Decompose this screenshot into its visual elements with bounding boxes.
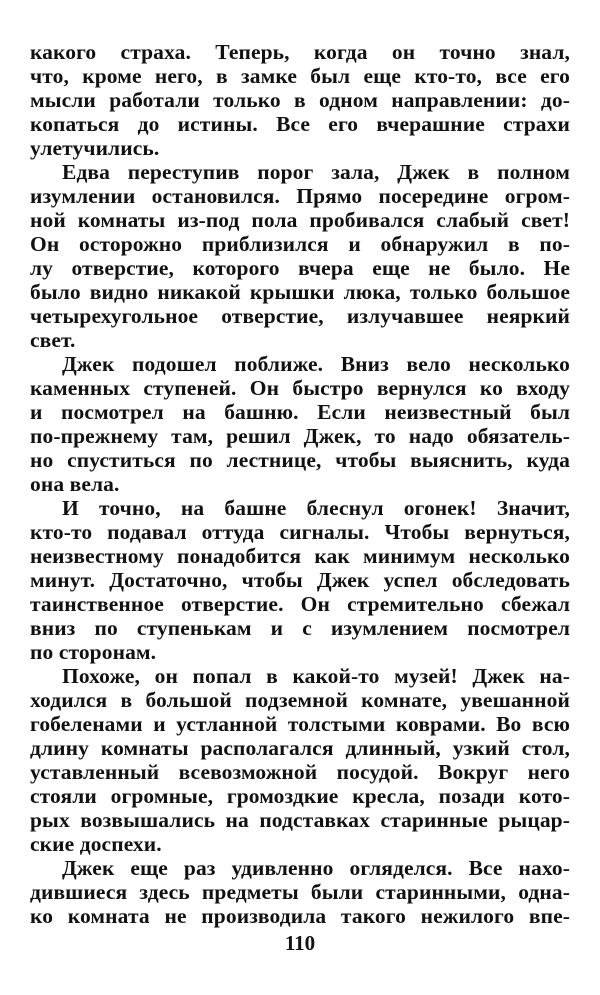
text-line: и посмотрел на башню. Если неизвестный был [30, 400, 570, 424]
text-line: неизвестному понадобится как минимум несколько [30, 544, 570, 568]
paragraph-first-line: Едва переступив порог зала, Джек в полном [62, 160, 570, 184]
text-line: дившиеся здесь предметы были старинными, одна- [30, 880, 570, 904]
text-line: четырехугольное отверстие, излучавшее неяркий [30, 304, 570, 328]
text-line: кто-то подавал оттуда сигналы. Чтобы вернуться, [30, 520, 570, 544]
text-line: свет. [30, 328, 76, 352]
text-line: ной комнаты из-под пола пробивался слабый свет! [30, 208, 570, 232]
text-line: улетучились. [30, 136, 160, 160]
paragraph-first-line: Джек подошел поближе. Вниз вело несколько [62, 352, 570, 376]
paragraph-first-line: И точно, на башне блеснул огонек! Значит, [62, 496, 570, 520]
text-line: ходился в большой подземной комнате, увешанной [30, 688, 570, 712]
text-line: таинственное отверстие. Он стремительно сбежал [30, 592, 570, 616]
text-line: что, кроме него, в замке был еще кто-то, все его [30, 64, 570, 88]
text-line: по-прежнему там, решил Джек, то надо обязатель- [30, 424, 570, 448]
text-line: по сторонам. [30, 640, 157, 664]
page-number: 110 [284, 931, 316, 955]
text-line: копаться до истины. Все его вчерашние страхи [30, 112, 570, 136]
text-line: каменных ступеней. Он быстро вернулся ко входу [30, 376, 570, 400]
text-line: минут. Достаточно, чтобы Джек успел обследовать [30, 568, 570, 592]
text-line: вниз по ступенькам и с изумлением посмотрел [30, 616, 570, 640]
text-line: уставленный всевозможной посудой. Вокруг него [30, 760, 570, 784]
text-line: стояли огромные, громоздкие кресла, позади кото- [30, 784, 570, 808]
text-line: было видно никакой крышки люка, только большое [30, 280, 570, 304]
text-line: она вела. [30, 472, 120, 496]
text-line: ко комната не производила такого нежилого впе- [30, 904, 570, 928]
text-line: рых возвышались на подставках старинные рыцар- [30, 808, 570, 832]
text-line: Он осторожно приблизился и обнаружил в по- [30, 232, 570, 256]
paragraph-first-line: Джек еще раз удивленно огляделся. Все нахо- [62, 856, 570, 880]
text-line: лу отверстие, которого вчера еще не было. Не [30, 256, 570, 280]
text-line: длину комнаты располагался длинный, узкий стол, [30, 736, 570, 760]
text-line: какого страха. Теперь, когда он точно знал, [30, 40, 570, 64]
text-line: но спуститься по лестнице, чтобы выяснить, куда [30, 448, 570, 472]
text-line: мысли работали только в одном направлении: до- [30, 88, 570, 112]
text-line: изумлении остановился. Прямо посередине огром- [30, 184, 570, 208]
text-line: гобеленами и устланной толстыми коврами. Во всю [30, 712, 570, 736]
text-line: ские доспехи. [30, 832, 162, 856]
paragraph-first-line: Похоже, он попал в какой-то музей! Джек на- [62, 664, 570, 688]
